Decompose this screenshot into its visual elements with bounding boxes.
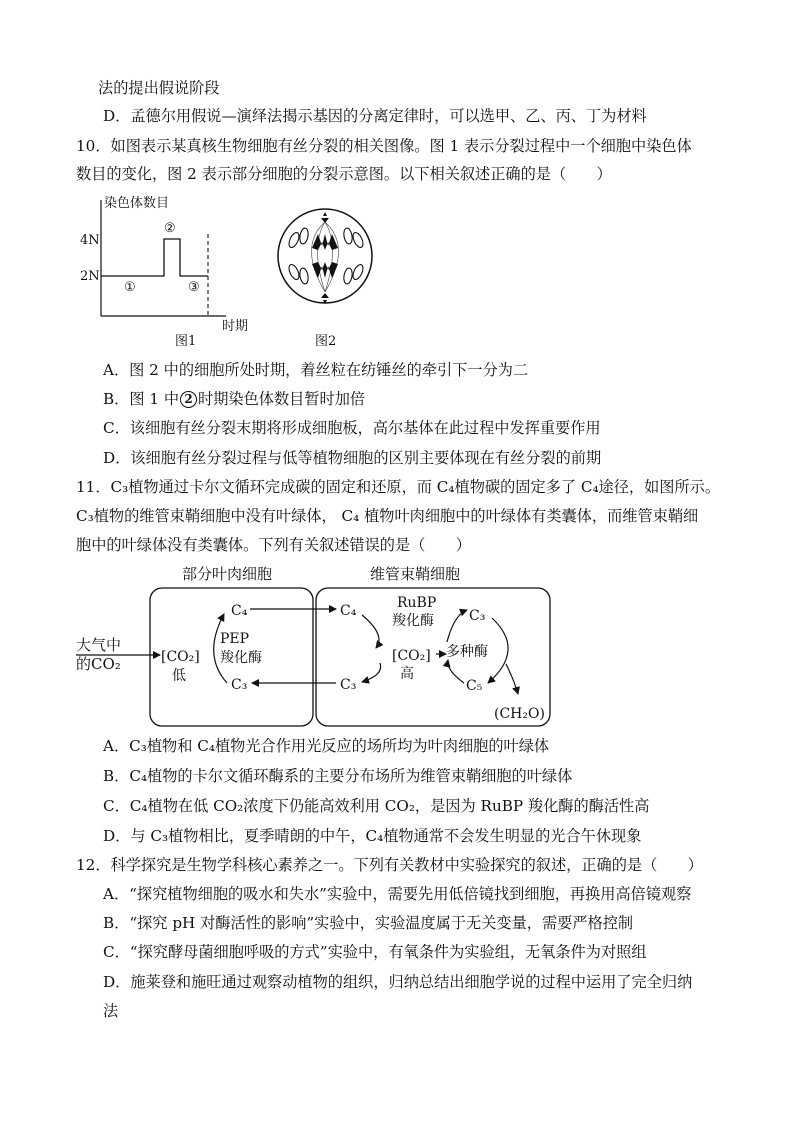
atmosphere-label-1: 大气中 [76, 636, 122, 654]
cycle-c3-label: C₃ [469, 608, 486, 624]
q10-option-b-prefix: B．图 1 中 [103, 390, 180, 408]
figure-1-ytick-4n: 4N [80, 233, 100, 248]
q12-option-d: D．施莱登和施旺通过观察动植物的组织，归纳总结出细胞学说的过程中运用了完全归纳 [103, 973, 693, 991]
rubp-carboxylase-label: 羧化酶 [392, 613, 434, 629]
question-10-stem: 10．如图表示某真核生物细胞有丝分裂的相关图像。图 1 表示分裂过程中一个细胞中染色体 [76, 137, 692, 155]
question-11-stem-cont1: C₃植物的维管束鞘细胞中没有叶绿体， C₄ 植物叶肉细胞中的叶绿体有类囊体，而维管束鞘细 [76, 507, 699, 525]
enzymes-label: 多种酶 [446, 644, 488, 660]
q11-option-d: D．与 C₃植物相比，夏季晴朗的中午，C₄植物通常不会发生明显的光合午休现象 [103, 827, 642, 845]
phase-3-label: ③ [188, 280, 200, 295]
c3-left-label: C₃ [231, 677, 248, 693]
phase-1-label: ① [124, 280, 136, 295]
figure-1-xlabel: 时期 [222, 319, 249, 334]
c4-left-label: C₄ [231, 603, 248, 619]
q10-option-c: C．该细胞有丝分裂末期将形成细胞板，高尔基体在此过程中发挥重要作用 [103, 419, 601, 437]
figure-1-ytick-2n: 2N [80, 269, 100, 284]
figure-1-caption: 图1 [175, 334, 197, 349]
co2-high-bracket: [CO₂] [392, 648, 431, 664]
q11-option-c: C．C₄植物在低 CO₂浓度下仍能高效利用 CO₂，是因为 RuBP 羧化酶的酶活性高 [103, 797, 650, 815]
q10-option-d: D．该细胞有丝分裂过程与低等植物细胞的区别主要体现在有丝分裂的前期 [103, 449, 602, 467]
chromosome-line [101, 239, 208, 276]
mesophyll-cell-label: 部分叶肉细胞 [182, 565, 273, 583]
question-11-stem: 11．C₃植物通过卡尔文循环完成碳的固定和还原，而 C₄植物碳的固定多了 C₄途径，如图所示。 [76, 478, 721, 496]
figure-1-ylabel: 染色体数目 [104, 196, 170, 211]
co2-low-label: 低 [172, 668, 186, 684]
pep-label: PEP [220, 631, 250, 647]
q10-option-b [103, 389, 365, 409]
figure-2-caption: 图2 [315, 334, 337, 349]
cycle-c5-label: C₅ [466, 678, 483, 694]
co2-high-label: 高 [400, 666, 414, 682]
option-d: D．孟德尔用假说—演绎法揭示基因的分离定律时，可以选甲、乙、丙、丁为材料 [103, 107, 647, 125]
co2-low-bracket: [CO₂] [161, 649, 200, 665]
q11-option-a: A．C₃植物和 C₄植物光合作用光反应的场所均为叶肉细胞的叶绿体 [103, 737, 550, 755]
circled-number: 2 [180, 391, 197, 408]
c4-pathway-diagram [74, 560, 564, 730]
question-12-stem: 12．科学探究是生物学科核心素养之一。下列有关教材中实验探究的叙述，正确的是（ ） [76, 856, 703, 874]
q10-option-b-suffix: 时期染色体数目暂时加倍 [198, 390, 366, 408]
q12-option-a: A．“探究植物细胞的吸水和失水”实验中，需要先用低倍镜找到细胞，再换用高倍镜观察 [103, 885, 692, 903]
q12-option-c: C．“探究酵母菌细胞呼吸的方式”实验中，有氧条件为实验组，无氧条件为对照组 [103, 943, 647, 961]
figure-2-cell [268, 206, 388, 350]
phase-2-label: ② [164, 221, 176, 236]
q11-option-b: B．C₄植物的卡尔文循环酶系的主要分布场所为维管束鞘细胞的叶绿体 [103, 767, 573, 785]
ch2o-label: (CH₂O) [494, 706, 545, 722]
question-11-stem-cont2: 胞中的叶绿体没有类囊体。下列有关叙述错误的是（ ） [76, 536, 471, 554]
q10-option-a: A．图 2 中的细胞所处时期，着丝粒在纺锤丝的牵引下一分为二 [103, 361, 529, 379]
bundle-sheath-cell-label: 维管束鞘细胞 [370, 565, 461, 583]
text-line: 法的提出假说阶段 [98, 79, 220, 97]
c4-right-label: C₄ [340, 603, 357, 619]
q12-option-d-cont: 法 [103, 1002, 119, 1020]
figure-1-chart [76, 190, 266, 350]
pep-carboxylase-label: 羧化酶 [220, 650, 262, 666]
c3-right-label: C₃ [340, 677, 357, 693]
q12-option-b: B．“探究 pH 对酶活性的影响”实验中，实验温度属于无关变量，需要严格控制 [103, 914, 634, 932]
question-10-stem-cont: 数目的变化，图 2 表示部分细胞的分裂示意图。以下相关叙述正确的是（ ） [76, 165, 612, 183]
atmosphere-label-2: 的CO₂ [76, 655, 121, 673]
rubp-label: RuBP [397, 595, 437, 611]
